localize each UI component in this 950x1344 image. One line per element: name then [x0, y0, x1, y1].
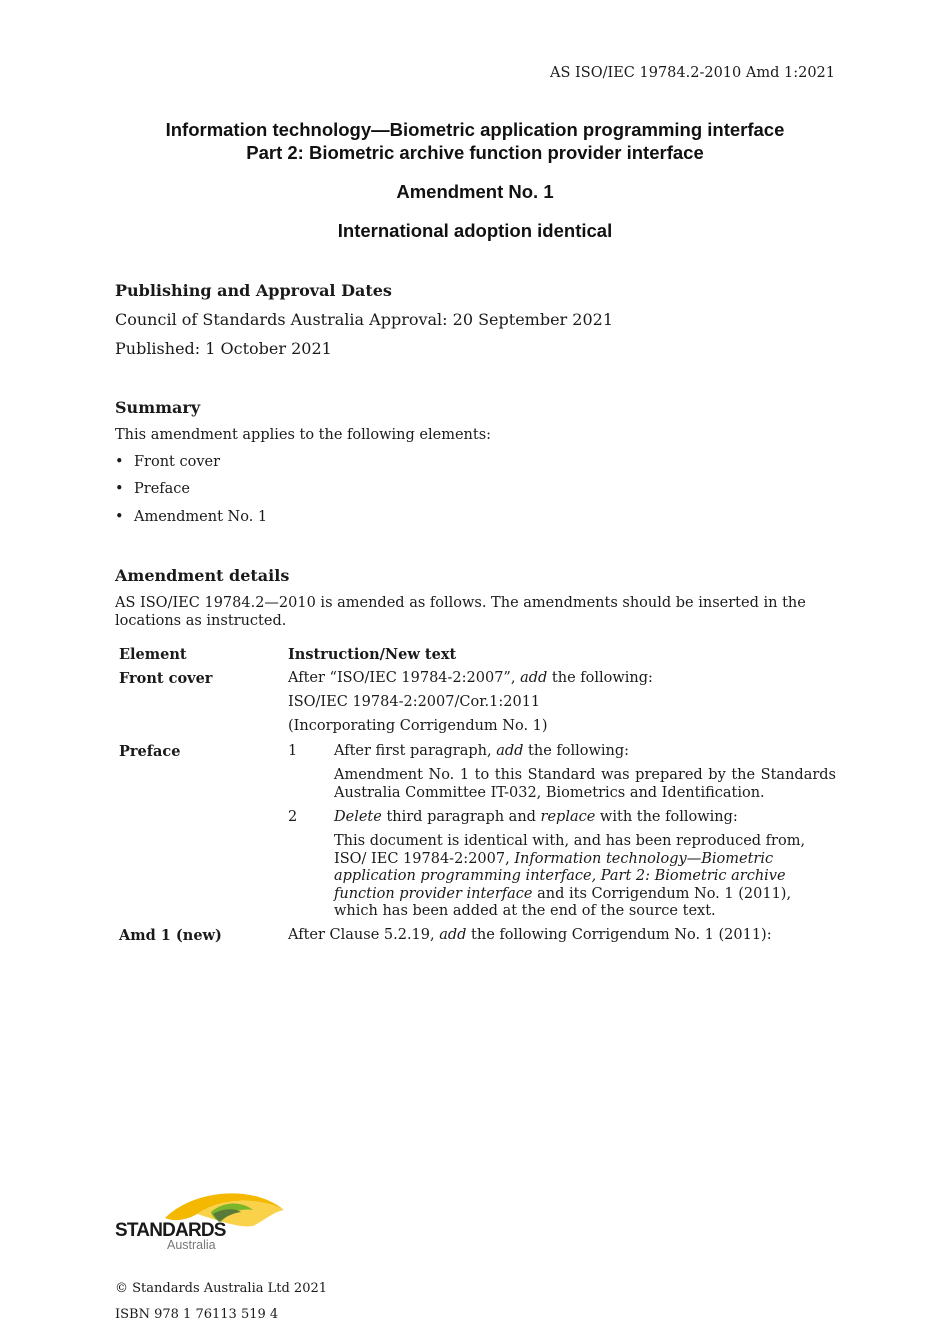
preface-instruction-1: After first paragraph, add the following:: [334, 743, 630, 759]
front-cover-instruction: After “ISO/IEC 19784-2:2007”, add the following:: [288, 670, 653, 686]
element-amd-1: Amd 1 (new): [119, 927, 222, 944]
document-title: [0, 118, 950, 164]
summary-heading: Summary: [115, 398, 201, 417]
dates-heading: Publishing and Approval Dates: [115, 281, 392, 300]
element-front-cover: Front cover: [119, 670, 213, 687]
preface-item-number: 1: [288, 743, 298, 759]
logo-subtitle: Australia: [167, 1238, 216, 1252]
element-preface: Preface: [119, 743, 181, 760]
details-heading: Amendment details: [115, 566, 290, 585]
column-header-element: Element: [119, 646, 187, 663]
title-line-1: Information technology—Biometric application programming interface: [165, 119, 785, 140]
published-date: Published: 1 October 2021: [115, 339, 332, 358]
front-cover-text-2: (Incorporating Corrigendum No. 1): [288, 718, 548, 734]
document-reference: AS ISO/IEC 19784.2-2010 Amd 1:2021: [550, 65, 835, 81]
logo-word: STANDARDS: [115, 1220, 226, 1241]
column-header-instruction: Instruction/New text: [288, 646, 457, 663]
approval-date: Council of Standards Australia Approval: 20 September 2021: [115, 310, 613, 329]
details-intro: AS ISO/IEC 19784.2—2010 is amended as follows. The amendments should be inserted in the locations as instructed.: [115, 595, 806, 629]
list-item: • Amendment No. 1: [134, 509, 267, 525]
list-item: • Front cover: [134, 454, 220, 470]
isbn: ISBN 978 1 76113 519 4: [115, 1307, 279, 1322]
preface-new-text-1: Amendment No. 1 to this Standard was prepared by the Standards Australia Committee IT-032, Biometrics and Identification.: [334, 767, 836, 801]
summary-intro: This amendment applies to the following elements:: [115, 427, 492, 443]
list-item: • Preface: [134, 481, 190, 497]
standards-australia-logo: [113, 1186, 288, 1256]
adoption-statement: International adoption identical: [337, 220, 613, 241]
preface-item-number: 2: [288, 809, 298, 825]
preface-new-text-2: This document is identical with, and has been reproduced from, ISO/ IEC 19784-2:2007, Information technology—Biometric application programming interface, Part 2: Biometric archive function provider interface and its Corrigendum No. 1 (2011), which has been added at the end of the source text.: [334, 833, 806, 919]
front-cover-text-1: ISO/IEC 19784-2:2007/Cor.1:2011: [288, 694, 541, 710]
copyright: © Standards Australia Ltd 2021: [115, 1281, 328, 1296]
amd-1-instruction: After Clause 5.2.19, add the following Corrigendum No. 1 (2011):: [288, 927, 772, 943]
amendment-number: Amendment No. 1: [396, 181, 554, 202]
title-line-2: Part 2: Biometric archive function provider interface: [246, 142, 704, 163]
preface-instruction-2: Delete third paragraph and replace with the following:: [334, 809, 738, 825]
